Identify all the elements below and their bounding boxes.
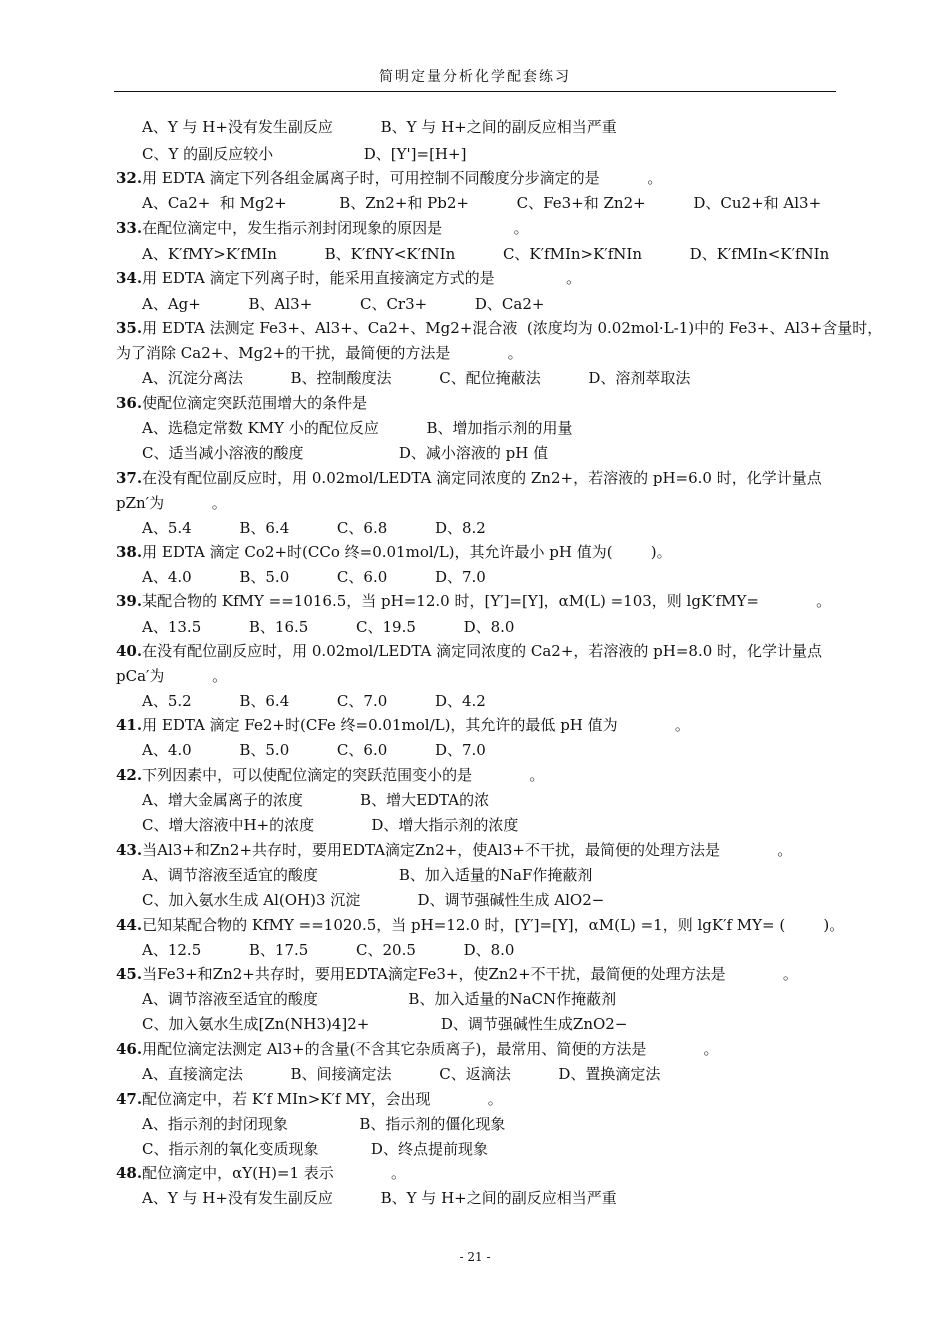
option-text: A、调节溶液至适宜的酸度 B、加入适量的NaCN作掩蔽剂 [142,990,617,1008]
option-text: A、13.5 B、16.5 C、19.5 D、8.0 [142,618,515,636]
question-number: 48. [116,1164,143,1182]
question-text: 用 EDTA 滴定 Fe2+时(CFe 终=0.01mol/L)，其允许的最低 pH 值为 。 [142,716,690,734]
option-text: A、增大金属离子的浓度 B、增大EDTA的浓 [142,791,490,809]
option-line [142,1065,660,1083]
question-line [116,1040,719,1058]
option-text: C、指示剂的氧化变质现象 D、终点提前现象 [142,1140,488,1158]
question-number: 46. [116,1040,143,1058]
option-line [142,568,486,586]
question-text: 在没有配位副反应时，用 0.02mol/LEDTA 滴定同浓度的 Zn2+，若溶液的 pH=6.0 时，化学计量点 [142,469,822,487]
option-text: C、适当减小溶液的酸度 D、减小溶液的 pH 值 [142,444,549,462]
option-line [142,245,829,263]
question-line [116,219,529,237]
question-line [116,169,662,187]
question-number: 45. [116,965,143,983]
question-line [116,1090,503,1108]
option-line [142,816,518,834]
option-line [142,194,821,212]
question-number: 36. [116,394,143,412]
question-line [116,394,367,412]
option-text: A、Y 与 H+没有发生副反应 B、Y 与 H+之间的副反应相当严重 [142,118,617,136]
question-number: 32. [116,169,143,187]
header-rule [114,91,836,92]
question-line [116,716,690,734]
question-text: 用 EDTA 滴定 Co2+时(CCo 终=0.01mol/L)，其允许最小 pH 值为( )。 [142,543,672,561]
question-line [116,667,227,685]
question-text: 当Al3+和Zn2+共存时，要用EDTA滴定Zn2+，使Al3+不干扰，最简便的处理方法是 。 [142,841,793,859]
option-line [142,419,573,437]
option-text: A、Ag+ B、Al3+ C、Cr3+ D、Ca2+ [142,295,545,313]
option-line [142,369,690,387]
question-number: 34. [116,269,143,287]
question-line [116,543,672,561]
option-text: A、K′fMY>K′fMIn B、K′fNY<K′fNIn C、K′fMIn>K′fNIn D、K′fMIn<K′fNIn [142,245,830,263]
option-line [142,519,486,537]
question-text: 某配合物的 KfMY ==1016.5，当 pH=12.0 时，[Y′]=[Y]，αM(L) =103，则 lgK′fMY= 。 [142,592,832,610]
question-number: 37. [116,469,143,487]
option-text: A、12.5 B、17.5 C、20.5 D、8.0 [142,941,515,959]
question-number: 33. [116,219,143,237]
option-text: C、增大溶液中H+的浓度 D、增大指示剂的浓度 [142,816,519,834]
question-line [116,494,227,512]
question-line [116,1164,406,1182]
option-line [142,118,617,136]
question-text: 为了消除 Ca2+、Mg2+的干扰，最简便的方法是 。 [116,344,523,362]
question-text: 用 EDTA 滴定下列离子时，能采用直接滴定方式的是 。 [142,269,582,287]
question-number: 35. [116,319,143,337]
question-text: 在没有配位副反应时，用 0.02mol/LEDTA 滴定同浓度的 Ca2+，若溶液的 pH=8.0 时，化学计量点 [142,642,823,660]
option-line [142,692,486,710]
question-text: 用配位滴定法测定 Al3+的含量(不含其它杂质离子)，最常用、简便的方法是 。 [142,1040,719,1058]
option-line [142,1140,488,1158]
question-line [116,642,822,660]
question-number: 42. [116,766,143,784]
question-line [116,269,581,287]
question-line [116,916,844,934]
question-line [116,469,822,487]
question-number: 47. [116,1090,143,1108]
option-line [142,791,489,809]
question-text: 用 EDTA 滴定下列各组金属离子时，可用控制不同酸度分步滴定的是 。 [142,169,663,187]
question-number: 38. [116,543,143,561]
option-text: A、直接滴定法 B、间接滴定法 C、返滴法 D、置换滴定法 [142,1065,661,1083]
option-line [142,990,616,1008]
option-line [142,741,486,759]
question-line [116,344,523,362]
option-line [142,1115,505,1133]
option-text: A、调节溶液至适宜的酸度 B、加入适量的NaF作掩蔽剂 [142,866,593,884]
option-text: C、加入氨水生成[Zn(NH3)4]2+ D、调节强碱性生成ZnO2− [142,1015,628,1033]
question-text: 用 EDTA 法测定 Fe3+、Al3+、Ca2+、Mg2+混合液 (浓度均为 0.02mol·L-1)中的 Fe3+、Al3+含量时， [142,319,883,337]
option-text: A、5.2 B、6.4 C、7.0 D、4.2 [142,692,486,710]
question-text: pZn′为 。 [116,494,227,512]
question-text: 配位滴定中，若 K′f MIn>K′f MY，会出现 。 [142,1090,503,1108]
question-number: 39. [116,592,143,610]
option-text: A、Y 与 H+没有发生副反应 B、Y 与 H+之间的副反应相当严重 [142,1189,617,1207]
option-line [142,941,514,959]
question-text: 当Fe3+和Zn2+共存时，要用EDTA滴定Fe3+，使Zn2+不干扰，最简便的处理方法是 。 [142,965,798,983]
question-line [116,319,882,337]
option-text: A、4.0 B、5.0 C、6.0 D、7.0 [142,741,486,759]
option-line [142,866,592,884]
question-text: 已知某配合物的 KfMY ==1020.5，当 pH=12.0 时，[Y′]=[Y]，αM(L) =1，则 lgK′f MY= ( )。 [142,916,845,934]
option-text: A、Ca2+ 和 Mg2+ B、Zn2+和 Pb2+ C、Fe3+和 Zn2+ D、Cu2+和 Al3+ [142,194,822,212]
option-line [142,295,544,313]
option-line [142,891,604,909]
question-text: pCa′为 。 [116,667,228,685]
question-number: 43. [116,841,143,859]
question-line [116,592,831,610]
option-text: C、Y 的副反应较小 D、[Y']=[H+] [142,145,467,163]
question-number: 40. [116,642,143,660]
option-line [142,1189,617,1207]
question-line [116,965,798,983]
option-text: A、沉淀分离法 B、控制酸度法 C、配位掩蔽法 D、溶剂萃取法 [142,369,691,387]
question-text: 下列因素中，可以使配位滴定的突跃范围变小的是 。 [142,766,545,784]
option-line [142,145,466,163]
question-number: 41. [116,716,143,734]
page-number: - 21 - [459,1250,491,1264]
question-text: 使配位滴定突跃范围增大的条件是 [142,394,368,412]
option-line [142,618,514,636]
question-line [116,766,544,784]
option-text: A、选稳定常数 KMY 小的配位反应 B、增加指示剂的用量 [142,419,573,437]
option-text: A、指示剂的封闭现象 B、指示剂的僵化现象 [142,1115,506,1133]
option-text: C、加入氨水生成 Al(OH)3 沉淀 D、调节强碱性生成 AlO2− [142,891,605,909]
option-text: A、5.4 B、6.4 C、6.8 D、8.2 [142,519,486,537]
option-line [142,1015,627,1033]
page-header-title: 简明定量分析化学配套练习 [379,69,571,85]
question-text: 配位滴定中，αY(H)=1 表示 。 [142,1164,407,1182]
option-text: A、4.0 B、5.0 C、6.0 D、7.0 [142,568,486,586]
question-number: 44. [116,916,143,934]
question-line [116,841,792,859]
option-line [142,444,548,462]
question-text: 在配位滴定中，发生指示剂封闭现象的原因是 。 [142,219,529,237]
